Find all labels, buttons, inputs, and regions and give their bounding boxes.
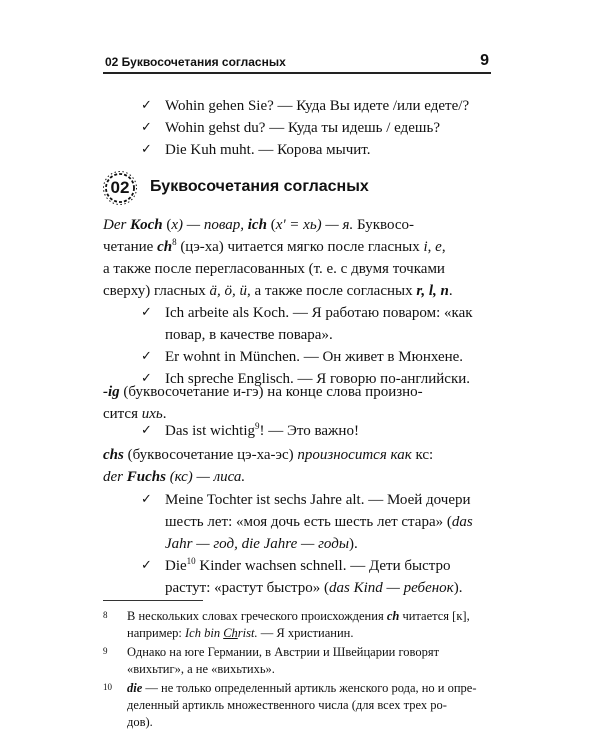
text-run: . — [448, 283, 453, 299]
translation: ! — Это важно! — [259, 423, 359, 439]
text-run: ( — [266, 217, 276, 233]
top-example-list — [137, 95, 497, 161]
check-icon: ✓ — [141, 98, 152, 113]
footnote-8 — [103, 608, 493, 642]
koch-example-list — [137, 302, 497, 390]
text-run: e — [435, 239, 442, 255]
example-text: Ich spreche Englisch. — Я говорю по-английски. — [165, 371, 471, 387]
list-item — [137, 139, 497, 161]
term: ch — [386, 609, 400, 623]
footnote-line: дов). — [127, 715, 153, 729]
text-run: например: — [127, 626, 186, 640]
footnote-line: Однако на юге Германии, в Австрии и Швейцарии говорят — [127, 645, 440, 659]
footnote-9 — [103, 644, 493, 678]
dash: — — [254, 142, 278, 158]
list-item — [137, 302, 497, 346]
list-item — [137, 420, 497, 442]
text-run: — Я христианин. — [257, 626, 354, 640]
footnote-line — [103, 680, 493, 697]
header-rule — [103, 72, 491, 74]
text-run: — не только определенный артикль женского рода, но и опре- — [142, 681, 477, 695]
term: chs — [103, 447, 124, 463]
chs-example-list — [137, 489, 497, 599]
section-title: Буквосочетания согласных — [150, 178, 369, 195]
text-run: сится — [103, 406, 142, 422]
text-run: ) — повар, — [178, 217, 248, 233]
paragraph-line — [103, 466, 493, 488]
text-run: ). — [348, 536, 358, 552]
example-text: Meine Tochter ist sechs Jahre alt. — Моей дочери — [165, 492, 471, 508]
text-run: ). — [453, 580, 463, 596]
dash: — — [265, 120, 288, 136]
text-run: (буквосочетание цэ-ха-эс) — [123, 447, 298, 463]
text-run: ) — я. — [316, 217, 354, 233]
text-run: i — [423, 239, 428, 255]
text-run: Буквосо- — [353, 217, 415, 233]
check-icon: ✓ — [141, 423, 152, 438]
text-run: , — [427, 239, 436, 255]
section-number-badge — [100, 170, 140, 206]
term: Koch — [130, 217, 163, 233]
paragraph-line — [103, 280, 493, 302]
footnote-mark: 9 — [103, 646, 108, 656]
check-icon: ✓ — [141, 558, 152, 573]
footnote-ref: 8 — [172, 237, 177, 247]
text-run: x' = хь — [275, 217, 317, 233]
list-item — [137, 346, 497, 368]
list-item — [137, 555, 497, 599]
text-run: кс: — [411, 447, 434, 463]
term: ich — [247, 217, 267, 233]
text-run: произносится как — [297, 447, 412, 463]
text-run: четание — [103, 239, 158, 255]
ig-example-list — [137, 420, 497, 442]
translation: Куда Вы идете /или едете/? — [296, 98, 470, 114]
text-run: ( — [162, 217, 172, 233]
term: ch — [157, 239, 173, 255]
section-number: 02 — [110, 178, 130, 197]
check-icon: ✓ — [141, 349, 152, 364]
text-run: ä, ö, ü — [209, 283, 248, 299]
translation: растут: «растут быстро» ( — [165, 580, 329, 596]
translation: повар, в качестве повара». — [165, 327, 333, 343]
text-run: der — [103, 469, 127, 485]
text-run: сверху) гласных — [103, 283, 210, 299]
german-phrase: Die — [165, 558, 187, 574]
example-text: Kinder wachsen schnell. — Дети быстро — [195, 558, 451, 574]
dash: — — [273, 98, 297, 114]
paragraph-line: а также после перегласованных (т. е. с двумя точками — [103, 261, 445, 277]
footnote-10 — [103, 680, 493, 731]
german-phrase: Wohin gehen Sie? — [165, 98, 274, 114]
text-run: das — [451, 514, 473, 530]
list-item — [137, 117, 497, 139]
text-run: (кс) — лиса. — [165, 469, 246, 485]
footnote-ref: 9 — [255, 421, 260, 431]
german-phrase: Die Kuh muht. — [165, 142, 255, 158]
example-text: Er wohnt in München. — Он живет в Мюнхене. — [165, 349, 464, 365]
german-phrase: Das ist wichtig — [165, 423, 255, 439]
paragraph-line — [103, 236, 493, 258]
text-run: Der — [103, 217, 131, 233]
text-run: Jahr — год, die Jahre — годы — [165, 536, 349, 552]
term: -ig — [103, 384, 120, 400]
list-item — [137, 489, 497, 555]
term: Fuchs — [126, 469, 166, 485]
text-run: das Kind — ребенок — [328, 580, 454, 596]
check-icon: ✓ — [141, 142, 152, 157]
footnote-line: «вихьтиг», а не «вихьтихь». — [127, 662, 275, 676]
page-number: 9 — [480, 52, 489, 69]
german-phrase: Ich arbeite als Koch. — [165, 305, 290, 321]
running-head: 02 Буквосочетания согласных — [105, 55, 286, 69]
list-item — [137, 95, 497, 117]
translation: — Я работаю поваром: «как — [289, 305, 473, 321]
text-run: читается [к], — [399, 609, 470, 623]
check-icon: ✓ — [141, 371, 152, 386]
footnote-line: деленный артикль множественного числа (для всех трех ро- — [127, 698, 447, 712]
text-run: rist. — [237, 626, 258, 640]
check-icon: ✓ — [141, 120, 152, 135]
translation: шесть лет: «моя дочь есть шесть лет стара» ( — [165, 514, 452, 530]
footnote-mark: 10 — [103, 682, 112, 692]
term: r, l, n — [416, 283, 449, 299]
footnote-ref: 10 — [186, 556, 196, 566]
text-run: (буквосочетание и-гэ) на конце слова произно- — [119, 384, 423, 400]
page-header — [103, 53, 491, 73]
paragraph-line — [103, 444, 493, 466]
term: die — [127, 681, 143, 695]
paragraph-koch — [103, 214, 493, 302]
text-run: Ich bin — [185, 626, 224, 640]
text-run: Ch — [223, 626, 238, 640]
text-run: x — [171, 217, 179, 233]
check-icon: ✓ — [141, 492, 152, 507]
footnote-line — [103, 608, 493, 625]
paragraph-line — [103, 381, 493, 403]
text-run: , а также после согласных — [247, 283, 417, 299]
translation: Куда ты идешь / едешь? — [287, 120, 440, 136]
paragraph-ig — [103, 381, 493, 425]
paragraph-chs — [103, 444, 493, 488]
check-icon: ✓ — [141, 305, 152, 320]
footnote-line — [103, 625, 493, 642]
text-run: (цэ-ха) читается мягко после гласных — [176, 239, 424, 255]
paragraph-line — [103, 214, 493, 236]
translation: Корова мычит. — [277, 142, 371, 158]
footnote-mark: 8 — [103, 610, 108, 620]
text-run: ихь — [141, 406, 163, 422]
german-phrase: Wohin gehst du? — [165, 120, 266, 136]
text-run: , — [441, 239, 446, 255]
footnote-rule — [103, 600, 203, 601]
text-run: В нескольких словах греческого происхождения — [127, 609, 387, 623]
text-run: . — [162, 406, 167, 422]
